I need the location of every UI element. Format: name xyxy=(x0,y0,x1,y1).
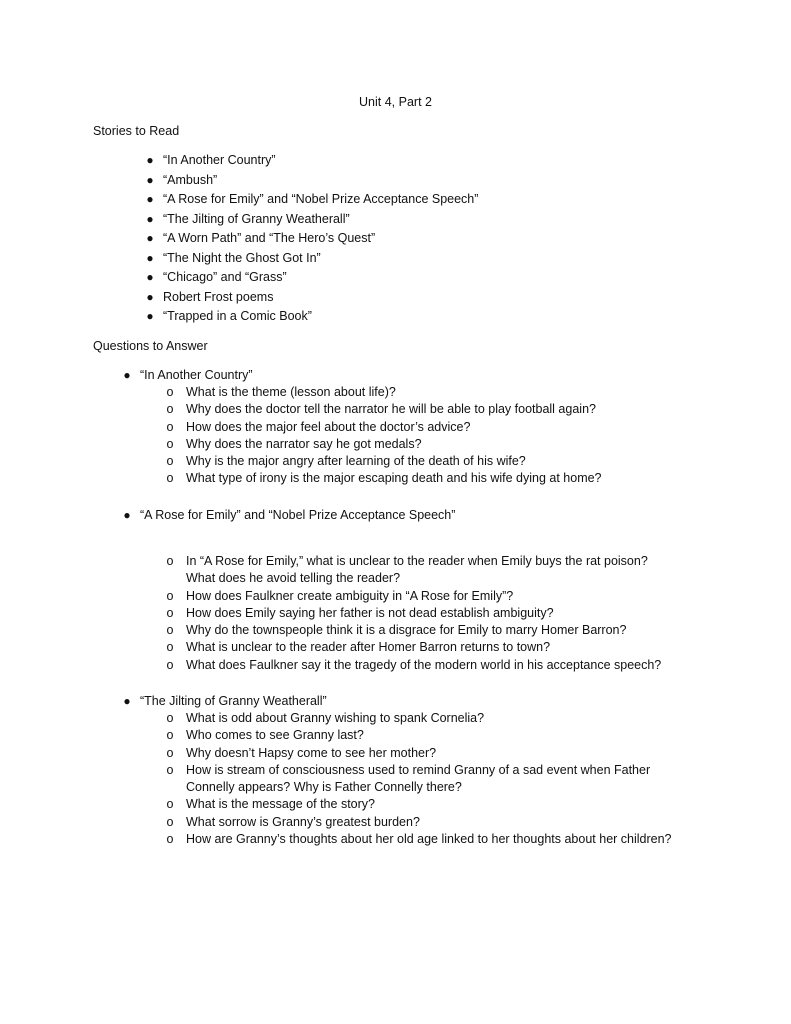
circle-bullet-icon: o xyxy=(166,419,174,434)
question-section-heading xyxy=(123,506,456,526)
bullet-icon: ● xyxy=(123,368,131,382)
question-list xyxy=(166,553,662,674)
circle-bullet-icon: o xyxy=(166,385,174,399)
bullet-icon: ● xyxy=(123,508,131,522)
circle-bullet-icon: o xyxy=(166,711,174,725)
bullet-icon: ● xyxy=(146,231,154,245)
list-item: ● “A Rose for Emily” and “Nobel Prize Acceptance Speech” xyxy=(140,506,455,526)
circle-bullet-icon: o xyxy=(166,588,174,603)
circle-bullet-icon: o xyxy=(166,640,174,655)
list-item: ● “A Rose for Emily” and “Nobel Prize Acceptance Speech” xyxy=(163,190,478,210)
stories-list xyxy=(146,151,479,327)
list-item: o How does Emily saying her father is not dead establish ambiguity? xyxy=(186,605,661,622)
list-item: ● “In Another Country” xyxy=(163,151,478,171)
circle-bullet-icon: o xyxy=(166,728,174,743)
list-item: ● “In Another Country” xyxy=(140,366,253,386)
list-item: o Who comes to see Granny last? xyxy=(186,727,672,744)
questions-heading: Questions to Answer xyxy=(93,339,208,353)
stories-heading: Stories to Read xyxy=(93,124,180,138)
question-list xyxy=(166,710,672,848)
bullet-icon: ● xyxy=(146,309,154,323)
list-item: o What is odd about Granny wishing to spank Cornelia? xyxy=(186,710,672,727)
circle-bullet-icon: o xyxy=(166,797,174,812)
bullet-icon: ● xyxy=(146,211,154,226)
circle-bullet-icon: o xyxy=(166,402,174,417)
list-item: ● “The Night the Ghost Got In” xyxy=(163,249,478,269)
page-title: Unit 4, Part 2 xyxy=(359,95,432,109)
circle-bullet-icon: o xyxy=(166,554,174,568)
list-item: o How does the major feel about the doctor’s advice? xyxy=(186,419,602,436)
list-item: o Why is the major angry after learning of the death of his wife? xyxy=(186,453,602,470)
list-item: o What does Faulkner say it the tragedy of the modern world in his acceptance speech? xyxy=(186,657,661,674)
question-section-heading xyxy=(123,692,327,712)
list-item: o What sorrow is Granny’s greatest burden? xyxy=(186,814,672,831)
circle-bullet-icon: o xyxy=(166,745,174,760)
bullet-icon: ● xyxy=(146,153,154,167)
bullet-icon: ● xyxy=(123,694,131,708)
list-item: ● “A Worn Path” and “The Hero’s Quest” xyxy=(163,229,478,249)
list-item: ● “Ambush” xyxy=(163,171,478,191)
circle-bullet-icon: o xyxy=(166,436,174,451)
question-section-heading xyxy=(123,366,253,386)
bullet-icon: ● xyxy=(146,172,154,187)
circle-bullet-icon: o xyxy=(166,471,174,486)
list-item: ● “The Jilting of Granny Weatherall” xyxy=(163,210,478,230)
list-item: o In “A Rose for Emily,” what is unclear to the reader when Emily buys the rat poison? xyxy=(186,553,661,570)
list-item: o What is the message of the story? xyxy=(186,796,672,813)
circle-bullet-icon: o xyxy=(166,657,174,672)
bullet-icon: ● xyxy=(146,289,154,304)
circle-bullet-icon: o xyxy=(166,454,174,469)
list-item: o How is stream of consciousness used to remind Granny of a sad event when Father xyxy=(186,762,672,779)
bullet-icon: ● xyxy=(146,270,154,284)
question-list xyxy=(166,384,602,488)
list-item: ● “Trapped in a Comic Book” xyxy=(163,307,478,327)
list-item: o How does Faulkner create ambiguity in “A Rose for Emily”? xyxy=(186,588,661,605)
list-item-continuation: Connelly appears? Why is Father Connelly there? xyxy=(186,780,462,795)
list-item-continuation: What does he avoid telling the reader? xyxy=(186,571,401,586)
list-item: o Why doesn’t Hapsy come to see her mother? xyxy=(186,745,672,762)
circle-bullet-icon: o xyxy=(166,623,174,638)
bullet-icon: ● xyxy=(146,192,154,206)
list-item: ● “Chicago” and “Grass” xyxy=(163,268,478,288)
list-item: o Why does the doctor tell the narrator he will be able to play football again? xyxy=(186,401,602,418)
list-item: o What type of irony is the major escaping death and his wife dying at home? xyxy=(186,470,602,487)
list-item: o What is the theme (lesson about life)? xyxy=(186,384,602,401)
list-item: o What is unclear to the reader after Homer Barron returns to town? xyxy=(186,639,661,656)
bullet-icon: ● xyxy=(146,250,154,265)
circle-bullet-icon: o xyxy=(166,605,174,620)
circle-bullet-icon: o xyxy=(166,814,174,829)
circle-bullet-icon: o xyxy=(166,832,174,847)
list-item: o Why do the townspeople think it is a disgrace for Emily to marry Homer Barron? xyxy=(186,622,661,639)
list-item: o Why does the narrator say he got medals? xyxy=(186,436,602,453)
circle-bullet-icon: o xyxy=(166,762,174,777)
list-item: o How are Granny’s thoughts about her old age linked to her thoughts about her children? xyxy=(186,831,672,848)
list-item: ● Robert Frost poems xyxy=(163,288,478,308)
list-item: ● “The Jilting of Granny Weatherall” xyxy=(140,692,327,712)
